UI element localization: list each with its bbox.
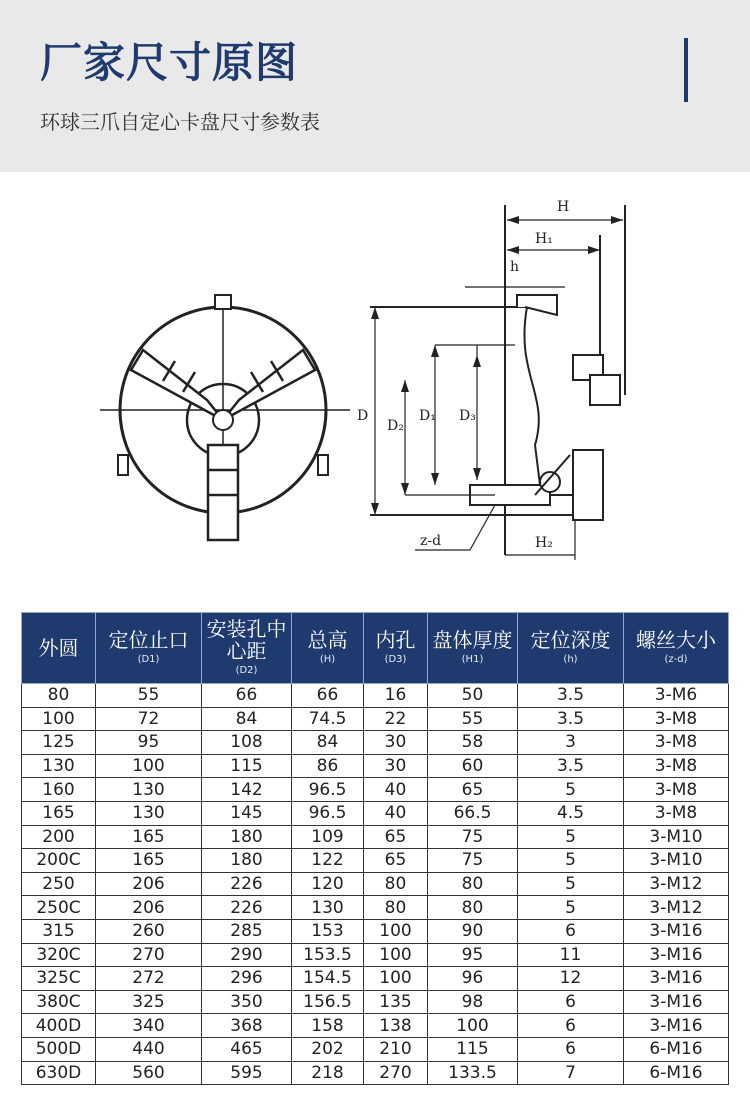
table-cell: 3-M8 (624, 754, 729, 778)
table-cell: 272 (96, 967, 202, 991)
table-cell: 3-M6 (624, 684, 729, 708)
column-header (364, 613, 428, 684)
column-header (428, 613, 518, 684)
table-cell: 74.5 (292, 707, 364, 731)
table-cell: 16 (364, 684, 428, 708)
column-header-symbol: (H1) (461, 654, 484, 665)
table-cell: 5 (518, 872, 624, 896)
table-cell: 320C (22, 943, 96, 967)
table-cell: 160 (22, 778, 96, 802)
table-cell: 226 (202, 872, 292, 896)
table-cell: 6 (518, 1014, 624, 1038)
table-cell: 325 (96, 990, 202, 1014)
table-cell: 5 (518, 896, 624, 920)
column-header-label: 总高 (307, 628, 348, 652)
table-cell: 3-M16 (624, 919, 729, 943)
table-row (22, 754, 729, 778)
table-cell: 3-M10 (624, 849, 729, 873)
table-cell: 315 (22, 919, 96, 943)
table-cell: 130 (96, 778, 202, 802)
label-H: H (557, 199, 570, 215)
table-cell: 98 (428, 990, 518, 1014)
table-cell: 218 (292, 1061, 364, 1085)
table-row (22, 1037, 729, 1061)
table-cell: 50 (428, 684, 518, 708)
table-cell: 75 (428, 849, 518, 873)
table-cell: 138 (364, 1014, 428, 1038)
table-cell: 206 (96, 872, 202, 896)
table-cell: 65 (428, 778, 518, 802)
column-header (22, 613, 96, 684)
chuck-dimension-drawing (95, 195, 655, 575)
table-cell: 145 (202, 801, 292, 825)
table-cell: 120 (292, 872, 364, 896)
table-cell: 3.5 (518, 754, 624, 778)
table-cell: 325C (22, 967, 96, 991)
table-cell: 6 (518, 1037, 624, 1061)
table-cell: 290 (202, 943, 292, 967)
table-cell: 100 (428, 1014, 518, 1038)
table-cell: 122 (292, 849, 364, 873)
table-cell: 6-M16 (624, 1037, 729, 1061)
table-cell: 3-M16 (624, 943, 729, 967)
table-cell: 130 (96, 801, 202, 825)
label-D3: D₃ (459, 408, 476, 424)
column-header (292, 613, 364, 684)
table-row (22, 990, 729, 1014)
table-cell: 3-M16 (624, 967, 729, 991)
column-header (624, 613, 729, 684)
table-cell: 96 (428, 967, 518, 991)
table-cell: 80 (22, 684, 96, 708)
table-cell: 465 (202, 1037, 292, 1061)
table-cell: 7 (518, 1061, 624, 1085)
table-cell: 40 (364, 801, 428, 825)
table-row (22, 825, 729, 849)
label-D1: D₁ (419, 408, 436, 424)
column-header-label: 盘体厚度 (432, 628, 513, 652)
table-cell: 380C (22, 990, 96, 1014)
table-cell: 226 (202, 896, 292, 920)
table-cell: 400D (22, 1014, 96, 1038)
table-cell: 158 (292, 1014, 364, 1038)
table-cell: 500D (22, 1037, 96, 1061)
chuck-side-view (357, 199, 625, 560)
table-cell: 206 (96, 896, 202, 920)
table-cell: 250 (22, 872, 96, 896)
table-cell: 100 (364, 943, 428, 967)
table-cell: 260 (96, 919, 202, 943)
table-row (22, 801, 729, 825)
table-cell: 96.5 (292, 778, 364, 802)
column-header-symbol: (H) (319, 654, 336, 665)
column-header-label: 螺丝大小 (636, 628, 716, 652)
table-cell: 5 (518, 778, 624, 802)
column-header (202, 613, 292, 684)
table-cell: 66.5 (428, 801, 518, 825)
table-cell: 100 (364, 967, 428, 991)
table-cell: 3.5 (518, 707, 624, 731)
column-header-symbol: (z-d) (664, 654, 688, 665)
table-cell: 630D (22, 1061, 96, 1085)
table-cell: 4.5 (518, 801, 624, 825)
table-row (22, 684, 729, 708)
table-cell: 440 (96, 1037, 202, 1061)
table-cell: 100 (96, 754, 202, 778)
table-cell: 65 (364, 825, 428, 849)
table-cell: 80 (364, 896, 428, 920)
column-header-label: 定位止口 (108, 628, 189, 652)
table-cell: 30 (364, 731, 428, 755)
table-cell: 6 (518, 990, 624, 1014)
label-D: D (357, 408, 369, 424)
table-cell: 270 (364, 1061, 428, 1085)
table-cell: 153 (292, 919, 364, 943)
table-row (22, 707, 729, 731)
table-cell: 200C (22, 849, 96, 873)
table-cell: 165 (96, 825, 202, 849)
table-cell: 75 (428, 825, 518, 849)
table-cell: 154.5 (292, 967, 364, 991)
table-cell: 180 (202, 849, 292, 873)
column-header-label: 安装孔中心距 (206, 617, 287, 663)
table-row (22, 896, 729, 920)
table-cell: 165 (22, 801, 96, 825)
table-cell: 368 (202, 1014, 292, 1038)
table-cell: 3-M8 (624, 731, 729, 755)
table-cell: 3-M16 (624, 1014, 729, 1038)
table-row (22, 731, 729, 755)
table-cell: 156.5 (292, 990, 364, 1014)
table-row (22, 778, 729, 802)
table-cell: 125 (22, 731, 96, 755)
table-cell: 3-M8 (624, 801, 729, 825)
table-cell: 60 (428, 754, 518, 778)
table-cell: 96.5 (292, 801, 364, 825)
table-cell: 95 (96, 731, 202, 755)
table-cell: 6 (518, 919, 624, 943)
column-header-label: 定位深度 (530, 628, 611, 652)
table-cell: 250C (22, 896, 96, 920)
column-header (96, 613, 202, 684)
table-row (22, 967, 729, 991)
label-H2: H₂ (535, 535, 553, 551)
table-cell: 135 (364, 990, 428, 1014)
table-cell: 153.5 (292, 943, 364, 967)
chuck-front-view (100, 295, 350, 540)
table-cell: 84 (202, 707, 292, 731)
table-cell: 40 (364, 778, 428, 802)
table-cell: 80 (364, 872, 428, 896)
table-cell: 270 (96, 943, 202, 967)
accent-bar (684, 38, 688, 102)
table-cell: 6-M16 (624, 1061, 729, 1085)
table-cell: 180 (202, 825, 292, 849)
table-cell: 133.5 (428, 1061, 518, 1085)
table-cell: 3-M16 (624, 990, 729, 1014)
table-cell: 130 (22, 754, 96, 778)
table-cell: 80 (428, 896, 518, 920)
table-row (22, 1061, 729, 1085)
table-cell: 350 (202, 990, 292, 1014)
table-cell: 3-M10 (624, 825, 729, 849)
table-cell: 560 (96, 1061, 202, 1085)
table-cell: 200 (22, 825, 96, 849)
table-body (22, 684, 729, 1085)
table-cell: 109 (292, 825, 364, 849)
table-cell: 30 (364, 754, 428, 778)
label-h: h (510, 259, 520, 275)
column-header-symbol: (D1) (137, 654, 160, 665)
table-cell: 202 (292, 1037, 364, 1061)
column-header-label: 内孔 (375, 628, 416, 652)
spec-table (21, 612, 729, 1085)
table-cell: 108 (202, 731, 292, 755)
table-cell: 595 (202, 1061, 292, 1085)
table-cell: 3-M8 (624, 778, 729, 802)
table-cell: 3.5 (518, 684, 624, 708)
table-row (22, 919, 729, 943)
label-H1: H₁ (535, 231, 553, 247)
table-cell: 55 (428, 707, 518, 731)
header-banner (0, 0, 750, 172)
table-cell: 72 (96, 707, 202, 731)
table-cell: 22 (364, 707, 428, 731)
table-row (22, 872, 729, 896)
table-cell: 66 (292, 684, 364, 708)
table-cell: 115 (428, 1037, 518, 1061)
table-cell: 58 (428, 731, 518, 755)
table-cell: 100 (22, 707, 96, 731)
column-header-label: 外圆 (38, 636, 79, 660)
table-cell: 80 (428, 872, 518, 896)
table-cell: 285 (202, 919, 292, 943)
table-cell: 11 (518, 943, 624, 967)
table-cell: 340 (96, 1014, 202, 1038)
column-header-symbol: (D3) (384, 654, 407, 665)
table-cell: 5 (518, 825, 624, 849)
table-cell: 55 (96, 684, 202, 708)
table-cell: 3-M8 (624, 707, 729, 731)
table-cell: 12 (518, 967, 624, 991)
table-cell: 66 (202, 684, 292, 708)
table-cell: 65 (364, 849, 428, 873)
table-cell: 90 (428, 919, 518, 943)
table-cell: 3-M12 (624, 872, 729, 896)
table-cell: 3-M12 (624, 896, 729, 920)
page-subtitle: 环球三爪自定心卡盘尺寸参数表 (40, 110, 320, 134)
table-cell: 84 (292, 731, 364, 755)
table-cell: 130 (292, 896, 364, 920)
table-cell: 296 (202, 967, 292, 991)
label-zd: z-d (420, 533, 442, 549)
table-row (22, 849, 729, 873)
table-cell: 115 (202, 754, 292, 778)
table-cell: 95 (428, 943, 518, 967)
table-cell: 3 (518, 731, 624, 755)
column-header-symbol: (D2) (235, 665, 258, 676)
table-cell: 100 (364, 919, 428, 943)
column-header (518, 613, 624, 684)
label-D2: D₂ (387, 418, 404, 434)
table-header-row (22, 613, 729, 684)
table-row (22, 943, 729, 967)
table-cell: 142 (202, 778, 292, 802)
table-cell: 210 (364, 1037, 428, 1061)
table-cell: 165 (96, 849, 202, 873)
table-cell: 86 (292, 754, 364, 778)
table-cell: 5 (518, 849, 624, 873)
page-title: 厂家尺寸原图 (40, 38, 299, 87)
table-row (22, 1014, 729, 1038)
column-header-symbol: (h) (563, 654, 578, 665)
